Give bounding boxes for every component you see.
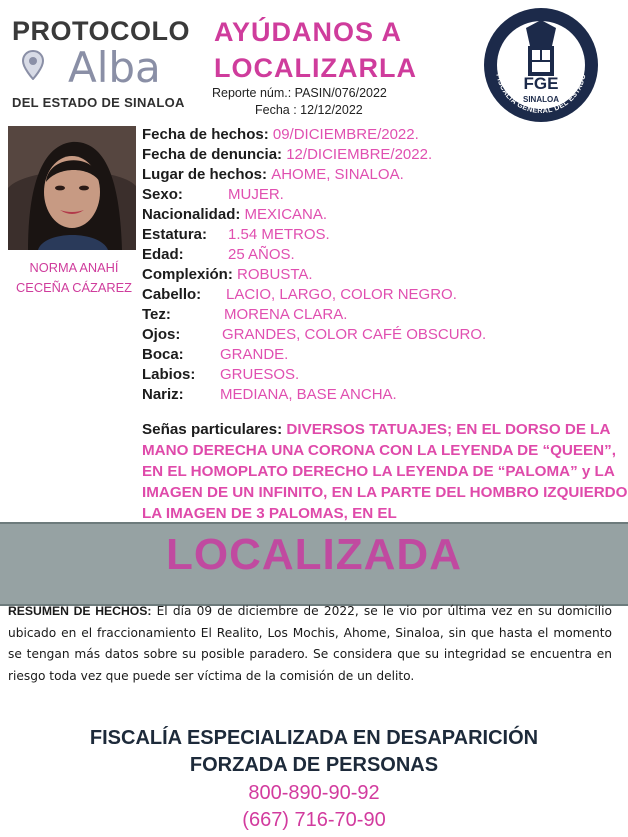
phone-number-2[interactable]: (667) 716-70-90 [242, 809, 386, 831]
person-name-line-2: CECEÑA CÁZAREZ [16, 280, 132, 295]
detail-row [142, 386, 397, 403]
detail-row [142, 186, 284, 203]
detail-label: Boca: [142, 346, 184, 363]
detail-value: GRUESOS. [220, 366, 300, 383]
fge-seal-logo [482, 6, 600, 124]
detail-value: GRANDES, COLOR CAFÉ OBSCURO. [222, 326, 487, 343]
detail-value: MUJER. [228, 186, 284, 203]
detail-row [142, 146, 432, 163]
detail-value: 1.54 METROS. [228, 226, 330, 243]
detail-row [142, 246, 295, 263]
detail-row [142, 326, 487, 343]
status-localizada: LOCALIZADA [166, 530, 462, 579]
detail-row [142, 266, 313, 283]
person-photo [8, 126, 136, 250]
detail-value: AHOME, SINALOA. [271, 166, 404, 183]
detail-value: GRANDE. [220, 346, 289, 363]
report-number: Reporte núm.: PASIN/076/2022 [212, 86, 387, 100]
detail-label: Complexión: [142, 266, 233, 283]
detail-label: Nacionalidad: [142, 206, 241, 223]
detail-row [142, 366, 300, 383]
detail-value: ROBUSTA. [237, 266, 313, 283]
detail-row [142, 166, 404, 183]
detail-row [142, 346, 289, 363]
detail-label: Ojos: [142, 326, 181, 343]
detail-row [142, 206, 327, 223]
detail-value: LACIO, LARGO, COLOR NEGRO. [226, 286, 457, 303]
person-name [0, 258, 148, 298]
help-heading [214, 14, 417, 86]
detail-value: 09/DICIEMBRE/2022. [272, 126, 419, 143]
detail-label: Labios: [142, 366, 196, 383]
seal-sinaloa-text: SINALOA [523, 95, 559, 104]
detail-label: Nariz: [142, 386, 184, 403]
detail-value: MEDIANA, BASE ANCHA. [220, 386, 397, 403]
detail-value: 12/DICIEMBRE/2022. [286, 146, 433, 163]
summary-label: RESUMEN DE HECHOS: [8, 604, 152, 618]
help-line-2: LOCALIZARLA [214, 53, 417, 83]
detail-label: Cabello: [142, 286, 202, 303]
seal-ring-text: FISCALÍA GENERAL DEL ESTADO [494, 72, 588, 116]
detail-label: Fecha de hechos: [142, 126, 269, 143]
report-date: Fecha : 12/12/2022 [255, 103, 363, 117]
detail-label: Estatura: [142, 226, 208, 243]
phone-number-1[interactable]: 800-890-90-92 [248, 782, 380, 804]
person-name-line-1: NORMA ANAHÍ [29, 260, 119, 275]
detail-row [142, 306, 348, 323]
detail-row [142, 126, 419, 143]
detail-label: Fecha de denuncia: [142, 146, 283, 163]
detail-row [142, 286, 457, 303]
location-pin-icon [22, 50, 44, 80]
senas-label: Señas particulares: [142, 421, 283, 438]
detail-value: MEXICANA. [244, 206, 328, 223]
agency-line-1: FISCALÍA ESPECIALIZADA EN DESAPARICIÓN [89, 727, 539, 749]
senas-text: DIVERSOS TATUAJES; EN EL DORSO DE LA MANO DERECHA UNA CORONA CON LA LEYENDA DE “QUEEN”, EN EL HOMOPLATO DERECHO LA LEYENDA DE “PALOMA” y LA IMAGEN DE UN INFINITO, EN LA PARTE DEL HOMBRO IZQUIERDO LA IMAGEN DE 3 PALOMAS, EN EL [142, 421, 628, 522]
alba-logo-text: Alba [68, 43, 161, 92]
protocolo-title: PROTOCOLO [12, 16, 191, 46]
detail-label: Edad: [142, 246, 184, 263]
detail-value: MORENA CLARA. [224, 306, 348, 323]
distinguishing-marks [142, 419, 628, 524]
summary-paragraph [8, 601, 612, 687]
detail-row [142, 226, 330, 243]
agency-name [0, 725, 628, 779]
summary-text: El día 09 de diciembre de 2022, se le vio por última vez en su domicilio ubicado en el fraccionamiento El Realito, Los Mochis, Ahome, Sinaloa, sin que hasta el momento se tengan más datos sobre su posible paradero. Se considera que su integridad se encuentra en riesgo toda vez que puede ser víctima de la comisión de un delito. [8, 604, 612, 683]
detail-label: Sexo: [142, 186, 183, 203]
detail-label: Tez: [142, 306, 171, 323]
estado-subtitle: DEL ESTADO DE SINALOA [12, 95, 185, 110]
seal-fge-text: FGE [523, 74, 559, 93]
agency-line-2: FORZADA DE PERSONAS [189, 754, 439, 776]
detail-label: Lugar de hechos: [142, 166, 268, 183]
help-line-1: AYÚDANOS A [214, 17, 403, 47]
detail-value: 25 AÑOS. [228, 246, 295, 263]
